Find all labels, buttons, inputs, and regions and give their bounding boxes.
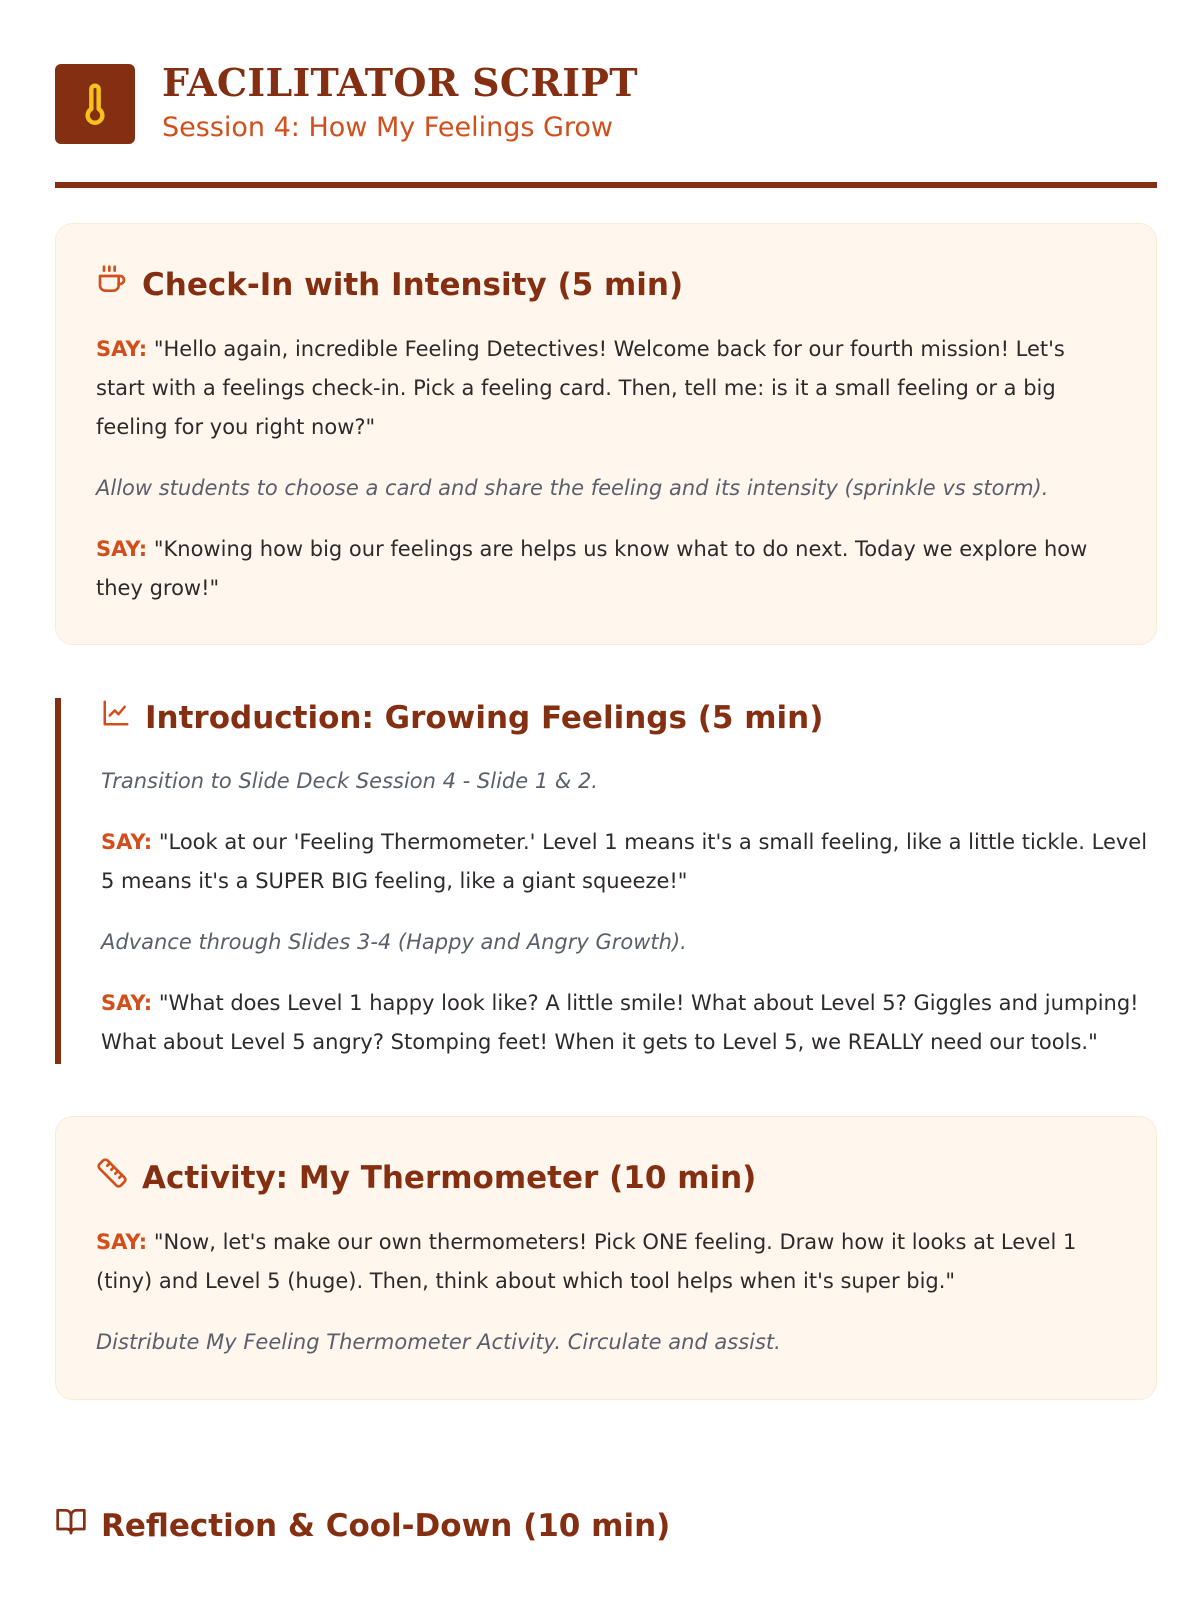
- say-label: SAY:: [96, 1230, 148, 1254]
- page-subtitle: Session 4: How My Feelings Grow: [162, 112, 614, 143]
- say-text: "What does Level 1 happy look like? A little smile! What about Level 5? Giggles and jumping! What about Level 5 angry? Stomping feet! When it gets to Level 5, we REALLY need our tools.": [101, 991, 1139, 1054]
- facilitator-note: Transition to Slide Deck Session 4 - Slide 1 & 2.: [101, 769, 598, 793]
- say-text: "Now, let's make our own thermometers! Pick ONE feeling. Draw how it looks at Level 1 (tiny) and Level 5 (huge). Then, think about which tool helps when it's super big.": [96, 1230, 1077, 1293]
- say-text: "Hello again, incredible Feeling Detectives! Welcome back for our fourth mission! Let's start with a feelings check-in. Pick a feeling card. Then, tell me: is it a small feeling or a big feeling for you right now?": [96, 337, 1065, 439]
- say-label: SAY:: [101, 991, 153, 1015]
- page-title: FACILITATOR SCRIPT: [162, 60, 638, 105]
- say-text: "Knowing how big our feelings are helps us know what to do next. Today we explore how they grow!": [96, 537, 1088, 600]
- section-title: Reflection & Cool-Down (10 min): [101, 1508, 671, 1544]
- facilitator-note: Allow students to choose a card and share the feeling and its intensity (sprinkle vs storm).: [96, 476, 1049, 500]
- say-text: "Look at our 'Feeling Thermometer.' Level 1 means it's a small feeling, like a little tickle. Level 5 means it's a SUPER BIG feeling, like a giant squeeze!": [101, 830, 1148, 893]
- section-heading: [96, 264, 1116, 306]
- section-title: Activity: My Thermometer (10 min): [142, 1160, 757, 1196]
- facilitator-note: Advance through Slides 3-4 (Happy and Angry Growth).: [101, 930, 687, 954]
- say-paragraph: [101, 984, 1157, 1062]
- line-chart-icon: [101, 698, 131, 738]
- section-heading: [101, 698, 1157, 738]
- section-activity: [55, 1116, 1157, 1400]
- section-reflection: [55, 1505, 1157, 1571]
- section-check-in: [55, 223, 1157, 645]
- section-title: Check-In with Intensity (5 min): [142, 267, 684, 303]
- say-paragraph: [101, 823, 1157, 901]
- section-introduction: [55, 698, 1157, 1064]
- say-label: SAY:: [96, 537, 148, 561]
- say-label: SAY:: [96, 337, 148, 361]
- facilitator-note: Distribute My Feeling Thermometer Activity. Circulate and assist.: [96, 1330, 781, 1354]
- say-paragraph: [96, 530, 1116, 608]
- say-paragraph: [96, 330, 1116, 447]
- say-label: SAY:: [101, 830, 153, 854]
- ruler-icon: [96, 1157, 128, 1199]
- say-paragraph: [96, 1223, 1116, 1301]
- section-heading: [55, 1505, 1157, 1547]
- coffee-cup-icon: [96, 264, 128, 306]
- section-title: Introduction: Growing Feelings (5 min): [145, 700, 824, 736]
- header-divider: [55, 182, 1157, 188]
- section-heading: [96, 1157, 1116, 1199]
- open-book-icon: [55, 1505, 87, 1547]
- thermometer-icon: [55, 64, 135, 144]
